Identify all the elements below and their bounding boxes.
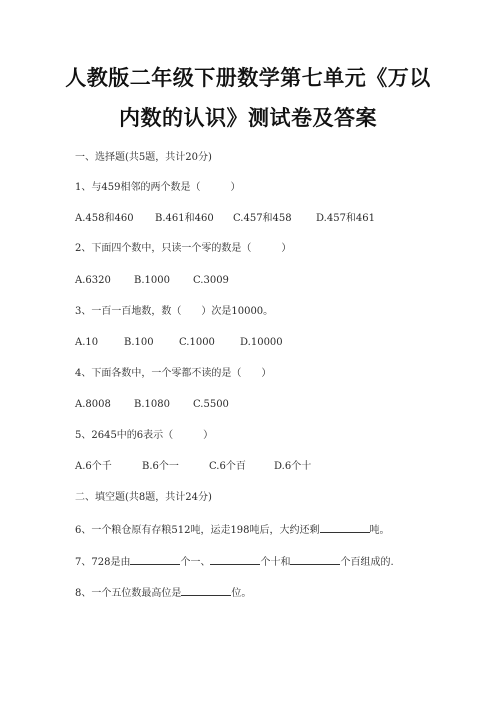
q3-option-c: C.1000 [179,337,215,348]
q7-blank-ones[interactable] [130,555,180,565]
q1-option-d: D.457和461 [316,213,376,224]
q5-option-b: B.6个一 [142,461,179,472]
q3-option-d: D.10000 [240,337,283,348]
question-5: 5、2645中的6表示（ ） [75,430,214,441]
question-1: 1、与459相邻的两个数是（ ） [75,182,241,193]
q7-text-a: 7、728是由 [75,557,131,568]
q7-text-c: 个十和 [260,557,291,568]
q7-text-b: 个一、 [180,557,211,568]
q3-option-a: A.10 [75,337,99,348]
q4-option-a: A.8008 [75,399,111,410]
q7-blank-tens[interactable] [210,555,260,565]
q7-text-d: 个百组成的. [340,557,394,568]
q5-option-d: D.6个十 [274,461,312,472]
q3-option-b: B.100 [124,337,154,348]
section2-heading: 二、填空题(共8题，共计24分) [75,492,212,503]
q7-blank-hundreds[interactable] [290,555,340,565]
question-2: 2、下面四个数中，只读一个零的数是（ ） [75,243,292,254]
page-title-line2: 内数的认识》测试卷及答案 [119,106,377,130]
q2-option-c: C.3009 [193,275,229,286]
q2-option-a: A.6320 [75,275,111,286]
question-3: 3、一百一百地数，数（ ）次是10000。 [75,306,274,317]
q1-option-b: B.461和460 [155,213,214,224]
q5-option-a: A.6个千 [75,461,112,472]
q8-text-after: 位。 [231,588,252,599]
question-4: 4、下面各数中，一个零都不读的是（ ） [75,368,272,379]
q2-option-b: B.1000 [134,275,170,286]
q4-option-b: B.1080 [134,399,170,410]
section1-heading: 一、选择题(共5题，共计20分) [75,152,212,163]
q6-text-after: 吨。 [369,525,390,536]
q1-option-c: C.457和458 [233,213,292,224]
q6-answer-blank[interactable] [320,523,370,533]
question-6 [75,523,390,537]
q5-option-c: C.6个百 [209,461,246,472]
q4-option-c: C.5500 [193,399,229,410]
q1-option-a: A.458和460 [75,213,134,224]
page-title-line1: 人教版二年级下册数学第七单元《万以 [65,66,431,90]
q6-text-before: 6、一个粮仓原有存粮512吨，运走198吨后，大约还剩 [75,525,320,536]
question-8 [75,586,251,600]
q8-answer-blank[interactable] [181,586,231,596]
question-7 [75,555,394,569]
q8-text-before: 8、一个五位数最高位是 [75,588,182,599]
